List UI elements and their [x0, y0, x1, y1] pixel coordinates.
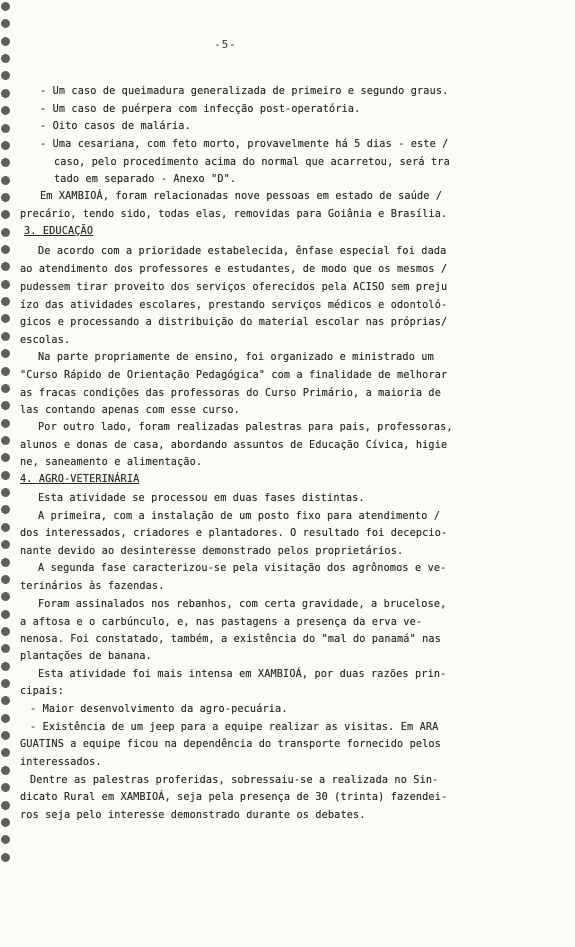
binding-ring: [1, 54, 10, 63]
paragraph-line: nante devido ao desinteresse demonstrado pelos proprietários.: [20, 546, 404, 557]
paragraph-line: Em XAMBIOÁ, foram relacionadas nove pessoas em estado de saúde /: [40, 191, 443, 202]
binding-ring: [1, 436, 10, 445]
binding-ring: [1, 297, 10, 306]
paragraph-line: Dentre as palestras proferidas, sobressaiu-se a realizada no Sin-: [30, 775, 439, 786]
paragraph-line: dicato Rural em XAMBIOÁ, seja pela presença de 30 (trinta) fazendei-: [20, 792, 448, 803]
section-heading-agro-veterinaria: 4. AGRO-VETERINÁRIA: [20, 474, 140, 485]
paragraph-line: cipais:: [20, 686, 64, 697]
binding-ring: [1, 228, 10, 237]
binding-ring: [1, 210, 10, 219]
binding-ring: [1, 176, 10, 185]
binding-ring: [1, 540, 10, 549]
binding-ring: [1, 488, 10, 497]
paragraph-line: A segunda fase caracterizou-se pela visitação dos agrônomos e ve-: [38, 563, 447, 574]
binding-ring: [1, 37, 10, 46]
paragraph-line: ao atendimento dos professores e estudantes, de modo que os mesmos /: [20, 264, 448, 275]
paragraph-line: plantações de banana.: [20, 651, 152, 662]
binding-ring: [1, 731, 10, 740]
paragraph-line: De acordo com a prioridade estabelecida, ênfase especial foi dada: [38, 246, 447, 257]
binding-ring: [1, 592, 10, 601]
paragraph-line: dos interessados, criadores e plantadores. O resultado foi decepcio-: [20, 528, 448, 539]
paragraph-line: gicos e processando a distribuição do material escolar nas próprias/: [20, 317, 448, 328]
paragraph-line: GUATINS a equipe ficou na dependência do transporte fornecido pelos: [20, 739, 441, 750]
binding-ring: [1, 124, 10, 133]
list-item-cesarean-case: - Uma cesariana, com feto morto, provavelmente há 5 dias - este /: [40, 139, 449, 150]
paragraph-line: Por outro lado, foram realizadas palestras para pais, professoras,: [38, 422, 453, 433]
list-item-malaria-cases: - Oito casos de malária.: [40, 121, 191, 132]
paragraph-line: Na parte propriamente de ensino, foi organizado e ministrado um: [38, 352, 434, 363]
binding-ring: [1, 853, 10, 862]
binding-ring: [1, 662, 10, 671]
binding-ring: [1, 818, 10, 827]
paragraph-line: as fracas condições das professoras do Curso Primário, a maioria de: [20, 388, 441, 399]
binding-ring: [1, 679, 10, 688]
binding-ring: [1, 505, 10, 514]
paragraph-line: ízo das atividades escolares, prestando serviços médicos e odontoló-: [20, 300, 448, 311]
binding-ring: [1, 106, 10, 115]
binding-ring: [1, 419, 10, 428]
binding-ring: [1, 610, 10, 619]
paragraph-line: Foram assinalados nos rebanhos, com certa gravidade, a brucelose,: [38, 599, 447, 610]
section-heading-educacao: 3. EDUCAÇÃO: [24, 226, 94, 237]
paragraph-line: escolas.: [20, 335, 71, 346]
binding-ring: [1, 575, 10, 584]
paragraph-line: tado em separado - Anexo "D".: [54, 174, 237, 185]
paragraph-line: Esta atividade se processou em duas fases distintas.: [38, 493, 365, 504]
binding-ring: [1, 696, 10, 705]
binding-ring: [1, 19, 10, 28]
paragraph-line: "Curso Rápido de Orientação Pedagógica" com a finalidade de melhorar: [20, 370, 448, 381]
binding-ring: [1, 835, 10, 844]
paragraph-line: ne, saneamento e alimentação.: [20, 457, 203, 468]
paragraph-line: a aftosa e o carbúnculo, e, nas pastagens a presença da erva ve-: [20, 617, 423, 628]
binding-ring: [1, 71, 10, 80]
binding-ring: [1, 158, 10, 167]
binding-ring: [1, 89, 10, 98]
binding-ring: [1, 523, 10, 532]
binding-ring: [1, 384, 10, 393]
binding-ring: [1, 627, 10, 636]
binding-ring: [1, 558, 10, 567]
list-item-jeep: - Existência de um jeep para a equipe realizar as visitas. Em ARA: [30, 722, 439, 733]
list-item-burn-case: - Um caso de queimadura generalizada de primeiro e segundo graus.: [40, 86, 449, 97]
binding-ring: [1, 714, 10, 723]
paragraph-line: A primeira, com a instalação de um posto fixo para atendimento /: [38, 511, 441, 522]
binding-ring: [1, 245, 10, 254]
binding-ring: [1, 471, 10, 480]
binding-ring: [1, 262, 10, 271]
paragraph-line: interessados.: [20, 757, 102, 768]
paragraph-line: nenosa. Foi constatado, também, a existência do "mal do panamá" nas: [20, 634, 441, 645]
paragraph-line: pudessem tirar proveito dos serviços oferecidos pela ACISO sem preju: [20, 282, 448, 293]
binding-ring: [1, 453, 10, 462]
binding-ring: [1, 332, 10, 341]
binding-ring: [1, 401, 10, 410]
paragraph-line: las contando apenas com esse curso.: [20, 405, 240, 416]
paragraph-line: terinários às fazendas.: [20, 581, 165, 592]
list-item-agro-development: - Maior desenvolvimento da agro-pecuária.: [30, 704, 288, 715]
binding-ring: [1, 314, 10, 323]
binding-ring: [1, 280, 10, 289]
binding-ring: [1, 367, 10, 376]
binding-ring: [1, 766, 10, 775]
binding-ring: [1, 644, 10, 653]
binding-ring: [1, 2, 10, 11]
paragraph-line: caso, pelo procedimento acima do normal que acarretou, será tra: [54, 157, 450, 168]
binding-ring: [1, 349, 10, 358]
binding-ring: [1, 748, 10, 757]
paragraph-line: precário, tendo sido, todas elas, removidas para Goiânia e Brasília.: [20, 209, 448, 220]
list-item-puerpera-case: - Um caso de puérpera com infecção post-operatória.: [40, 104, 361, 115]
page-number: -5-: [214, 38, 237, 51]
binding-ring: [1, 193, 10, 202]
paragraph-line: Esta atividade foi mais intensa em XAMBIOÁ, por duas razões prin-: [38, 669, 447, 680]
paragraph-line: alunos e donas de casa, abordando assuntos de Educação Cívica, higie: [20, 440, 448, 451]
spiral-binding: [0, 0, 20, 862]
binding-ring: [1, 801, 10, 810]
paragraph-line: ros seja pelo interesse demonstrado durante os debates.: [20, 810, 366, 821]
binding-ring: [1, 783, 10, 792]
binding-ring: [1, 141, 10, 150]
